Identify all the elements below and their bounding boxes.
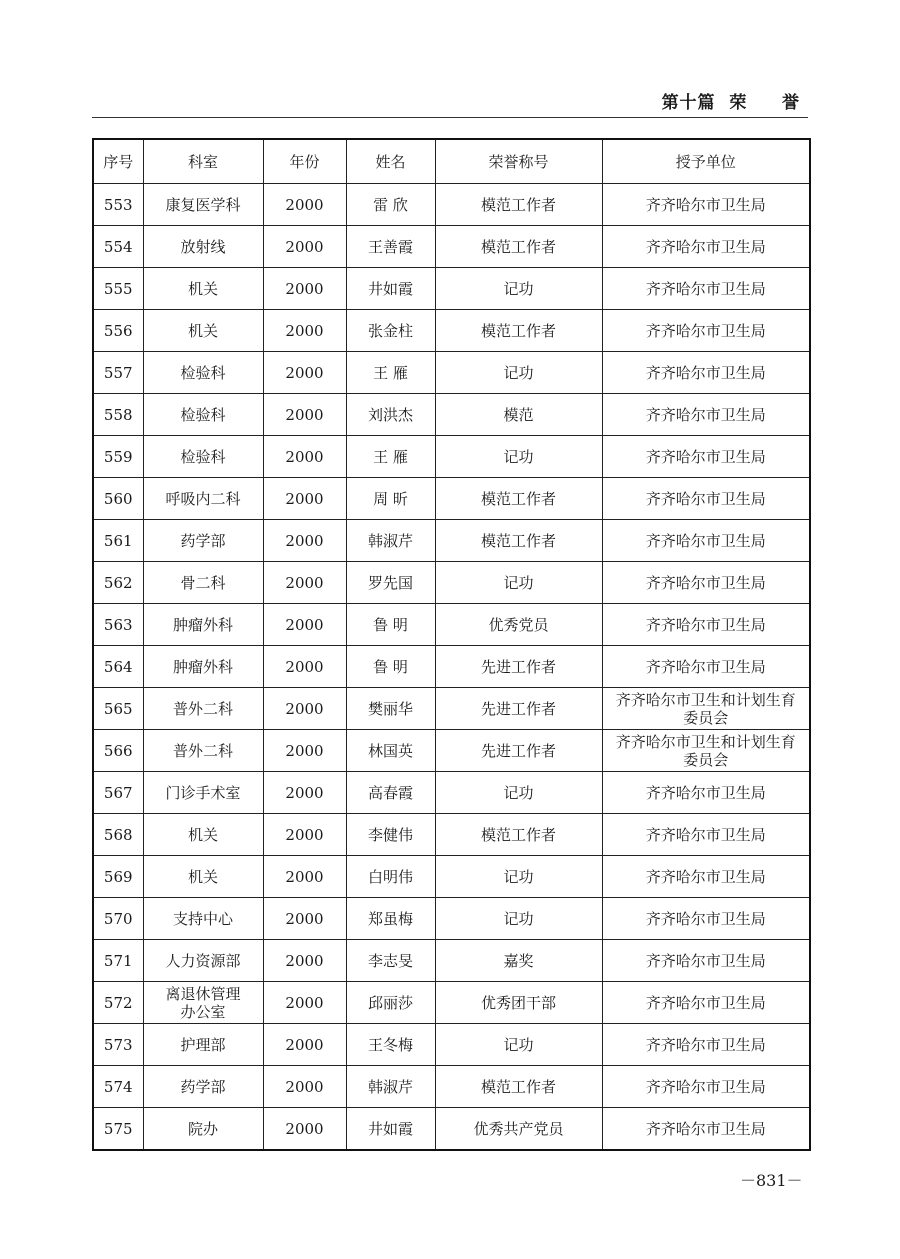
cell-year: 2000 bbox=[263, 226, 346, 268]
cell-year: 2000 bbox=[263, 1024, 346, 1066]
cell-department: 检验科 bbox=[143, 394, 263, 436]
cell-honor: 记功 bbox=[435, 352, 602, 394]
cell-name: 井如霞 bbox=[346, 1108, 435, 1151]
cell-index: 570 bbox=[93, 898, 143, 940]
cell-honor: 记功 bbox=[435, 772, 602, 814]
cell-year: 2000 bbox=[263, 688, 346, 730]
cell-index: 562 bbox=[93, 562, 143, 604]
cell-issuer: 齐齐哈尔市卫生局 bbox=[602, 604, 810, 646]
column-header-honor: 荣誉称号 bbox=[435, 139, 602, 184]
page-header bbox=[92, 88, 808, 118]
cell-issuer: 齐齐哈尔市卫生局 bbox=[602, 184, 810, 226]
cell-name: 邱丽莎 bbox=[346, 982, 435, 1024]
page-number: －831－ bbox=[740, 1171, 803, 1190]
cell-index: 575 bbox=[93, 1108, 143, 1151]
cell-honor: 优秀团干部 bbox=[435, 982, 602, 1024]
cell-year: 2000 bbox=[263, 352, 346, 394]
cell-index: 561 bbox=[93, 520, 143, 562]
cell-year: 2000 bbox=[263, 982, 346, 1024]
column-header-name: 姓名 bbox=[346, 139, 435, 184]
table-row bbox=[93, 478, 810, 520]
cell-honor: 模范工作者 bbox=[435, 520, 602, 562]
cell-index: 563 bbox=[93, 604, 143, 646]
cell-name: 鲁 明 bbox=[346, 604, 435, 646]
cell-honor: 模范 bbox=[435, 394, 602, 436]
cell-name: 雷 欣 bbox=[346, 184, 435, 226]
table-row bbox=[93, 898, 810, 940]
cell-name: 罗先国 bbox=[346, 562, 435, 604]
cell-issuer: 齐齐哈尔市卫生局 bbox=[602, 982, 810, 1024]
table-row bbox=[93, 772, 810, 814]
cell-department: 支持中心 bbox=[143, 898, 263, 940]
column-header-issuer: 授予单位 bbox=[602, 139, 810, 184]
cell-name: 周 昕 bbox=[346, 478, 435, 520]
cell-issuer: 齐齐哈尔市卫生局 bbox=[602, 394, 810, 436]
cell-department: 检验科 bbox=[143, 352, 263, 394]
table-row bbox=[93, 982, 810, 1024]
cell-honor: 优秀共产党员 bbox=[435, 1108, 602, 1151]
cell-index: 573 bbox=[93, 1024, 143, 1066]
cell-honor: 模范工作者 bbox=[435, 226, 602, 268]
cell-department: 普外二科 bbox=[143, 688, 263, 730]
table-row bbox=[93, 184, 810, 226]
cell-issuer: 齐齐哈尔市卫生局 bbox=[602, 1024, 810, 1066]
cell-department: 骨二科 bbox=[143, 562, 263, 604]
cell-index: 568 bbox=[93, 814, 143, 856]
cell-issuer: 齐齐哈尔市卫生局 bbox=[602, 226, 810, 268]
cell-index: 567 bbox=[93, 772, 143, 814]
cell-name: 韩淑芹 bbox=[346, 1066, 435, 1108]
column-header-department: 科室 bbox=[143, 139, 263, 184]
cell-honor: 记功 bbox=[435, 898, 602, 940]
cell-honor: 记功 bbox=[435, 436, 602, 478]
table-row bbox=[93, 1024, 810, 1066]
cell-year: 2000 bbox=[263, 268, 346, 310]
cell-issuer: 齐齐哈尔市卫生和计划生育 委员会 bbox=[602, 688, 810, 730]
cell-honor: 模范工作者 bbox=[435, 310, 602, 352]
cell-name: 韩淑芹 bbox=[346, 520, 435, 562]
cell-index: 554 bbox=[93, 226, 143, 268]
cell-index: 553 bbox=[93, 184, 143, 226]
column-header-year: 年份 bbox=[263, 139, 346, 184]
cell-year: 2000 bbox=[263, 184, 346, 226]
cell-name: 郑虽梅 bbox=[346, 898, 435, 940]
cell-index: 565 bbox=[93, 688, 143, 730]
cell-issuer: 齐齐哈尔市卫生局 bbox=[602, 940, 810, 982]
cell-honor: 模范工作者 bbox=[435, 184, 602, 226]
cell-index: 556 bbox=[93, 310, 143, 352]
cell-honor: 模范工作者 bbox=[435, 1066, 602, 1108]
cell-index: 558 bbox=[93, 394, 143, 436]
cell-issuer: 齐齐哈尔市卫生局 bbox=[602, 1066, 810, 1108]
cell-year: 2000 bbox=[263, 394, 346, 436]
cell-year: 2000 bbox=[263, 814, 346, 856]
cell-index: 566 bbox=[93, 730, 143, 772]
cell-name: 王 雁 bbox=[346, 436, 435, 478]
cell-issuer: 齐齐哈尔市卫生局 bbox=[602, 310, 810, 352]
cell-department: 离退休管理 办公室 bbox=[143, 982, 263, 1024]
cell-honor: 先进工作者 bbox=[435, 730, 602, 772]
cell-honor: 记功 bbox=[435, 1024, 602, 1066]
cell-year: 2000 bbox=[263, 436, 346, 478]
cell-name: 张金柱 bbox=[346, 310, 435, 352]
chapter-title: 第十篇 荣 誉 bbox=[661, 93, 800, 113]
table-row bbox=[93, 1066, 810, 1108]
table-row bbox=[93, 688, 810, 730]
cell-issuer: 齐齐哈尔市卫生局 bbox=[602, 646, 810, 688]
cell-issuer: 齐齐哈尔市卫生局 bbox=[602, 268, 810, 310]
cell-honor: 模范工作者 bbox=[435, 478, 602, 520]
table-row bbox=[93, 940, 810, 982]
table-row bbox=[93, 310, 810, 352]
table-row bbox=[93, 814, 810, 856]
cell-issuer: 齐齐哈尔市卫生局 bbox=[602, 436, 810, 478]
cell-department: 机关 bbox=[143, 268, 263, 310]
table-row bbox=[93, 394, 810, 436]
cell-index: 574 bbox=[93, 1066, 143, 1108]
cell-department: 人力资源部 bbox=[143, 940, 263, 982]
table-row bbox=[93, 436, 810, 478]
cell-issuer: 齐齐哈尔市卫生局 bbox=[602, 520, 810, 562]
cell-index: 564 bbox=[93, 646, 143, 688]
cell-department: 呼吸内二科 bbox=[143, 478, 263, 520]
cell-name: 樊丽华 bbox=[346, 688, 435, 730]
cell-issuer: 齐齐哈尔市卫生局 bbox=[602, 772, 810, 814]
cell-issuer: 齐齐哈尔市卫生局 bbox=[602, 562, 810, 604]
cell-honor: 记功 bbox=[435, 268, 602, 310]
cell-name: 刘洪杰 bbox=[346, 394, 435, 436]
cell-name: 王善霞 bbox=[346, 226, 435, 268]
table-row bbox=[93, 1108, 810, 1151]
cell-name: 白明伟 bbox=[346, 856, 435, 898]
cell-department: 机关 bbox=[143, 310, 263, 352]
column-header-index: 序号 bbox=[93, 139, 143, 184]
table-row bbox=[93, 268, 810, 310]
cell-issuer: 齐齐哈尔市卫生局 bbox=[602, 856, 810, 898]
cell-year: 2000 bbox=[263, 940, 346, 982]
cell-department: 放射线 bbox=[143, 226, 263, 268]
table-row bbox=[93, 646, 810, 688]
table-row bbox=[93, 604, 810, 646]
cell-department: 肿瘤外科 bbox=[143, 604, 263, 646]
cell-department: 检验科 bbox=[143, 436, 263, 478]
table-row bbox=[93, 226, 810, 268]
cell-honor: 记功 bbox=[435, 562, 602, 604]
cell-name: 高春霞 bbox=[346, 772, 435, 814]
cell-index: 559 bbox=[93, 436, 143, 478]
cell-name: 井如霞 bbox=[346, 268, 435, 310]
cell-issuer: 齐齐哈尔市卫生局 bbox=[602, 814, 810, 856]
table-body bbox=[93, 184, 810, 1151]
cell-name: 王 雁 bbox=[346, 352, 435, 394]
cell-year: 2000 bbox=[263, 772, 346, 814]
cell-honor: 优秀党员 bbox=[435, 604, 602, 646]
cell-department: 药学部 bbox=[143, 1066, 263, 1108]
cell-department: 机关 bbox=[143, 814, 263, 856]
cell-department: 肿瘤外科 bbox=[143, 646, 263, 688]
cell-year: 2000 bbox=[263, 520, 346, 562]
cell-year: 2000 bbox=[263, 646, 346, 688]
cell-issuer: 齐齐哈尔市卫生局 bbox=[602, 352, 810, 394]
cell-index: 557 bbox=[93, 352, 143, 394]
cell-honor: 先进工作者 bbox=[435, 646, 602, 688]
table-header-row bbox=[93, 139, 810, 184]
cell-department: 普外二科 bbox=[143, 730, 263, 772]
cell-year: 2000 bbox=[263, 730, 346, 772]
cell-honor: 先进工作者 bbox=[435, 688, 602, 730]
cell-issuer: 齐齐哈尔市卫生局 bbox=[602, 478, 810, 520]
cell-name: 林国英 bbox=[346, 730, 435, 772]
cell-issuer: 齐齐哈尔市卫生局 bbox=[602, 898, 810, 940]
cell-year: 2000 bbox=[263, 856, 346, 898]
table-row bbox=[93, 562, 810, 604]
cell-department: 门诊手术室 bbox=[143, 772, 263, 814]
honors-table bbox=[92, 138, 811, 1151]
cell-department: 院办 bbox=[143, 1108, 263, 1151]
cell-honor: 记功 bbox=[435, 856, 602, 898]
cell-department: 护理部 bbox=[143, 1024, 263, 1066]
cell-department: 康复医学科 bbox=[143, 184, 263, 226]
table-row bbox=[93, 352, 810, 394]
cell-index: 560 bbox=[93, 478, 143, 520]
cell-index: 569 bbox=[93, 856, 143, 898]
cell-year: 2000 bbox=[263, 1108, 346, 1151]
cell-name: 鲁 明 bbox=[346, 646, 435, 688]
table-row bbox=[93, 730, 810, 772]
cell-department: 药学部 bbox=[143, 520, 263, 562]
cell-department: 机关 bbox=[143, 856, 263, 898]
cell-name: 李健伟 bbox=[346, 814, 435, 856]
cell-name: 李志旻 bbox=[346, 940, 435, 982]
cell-year: 2000 bbox=[263, 562, 346, 604]
cell-honor: 模范工作者 bbox=[435, 814, 602, 856]
cell-year: 2000 bbox=[263, 478, 346, 520]
cell-year: 2000 bbox=[263, 1066, 346, 1108]
cell-issuer: 齐齐哈尔市卫生局 bbox=[602, 1108, 810, 1151]
cell-name: 王冬梅 bbox=[346, 1024, 435, 1066]
table-row bbox=[93, 520, 810, 562]
cell-year: 2000 bbox=[263, 604, 346, 646]
cell-index: 555 bbox=[93, 268, 143, 310]
cell-year: 2000 bbox=[263, 310, 346, 352]
cell-year: 2000 bbox=[263, 898, 346, 940]
cell-honor: 嘉奖 bbox=[435, 940, 602, 982]
cell-index: 572 bbox=[93, 982, 143, 1024]
table-row bbox=[93, 856, 810, 898]
cell-index: 571 bbox=[93, 940, 143, 982]
cell-issuer: 齐齐哈尔市卫生和计划生育 委员会 bbox=[602, 730, 810, 772]
header-divider bbox=[92, 117, 808, 118]
